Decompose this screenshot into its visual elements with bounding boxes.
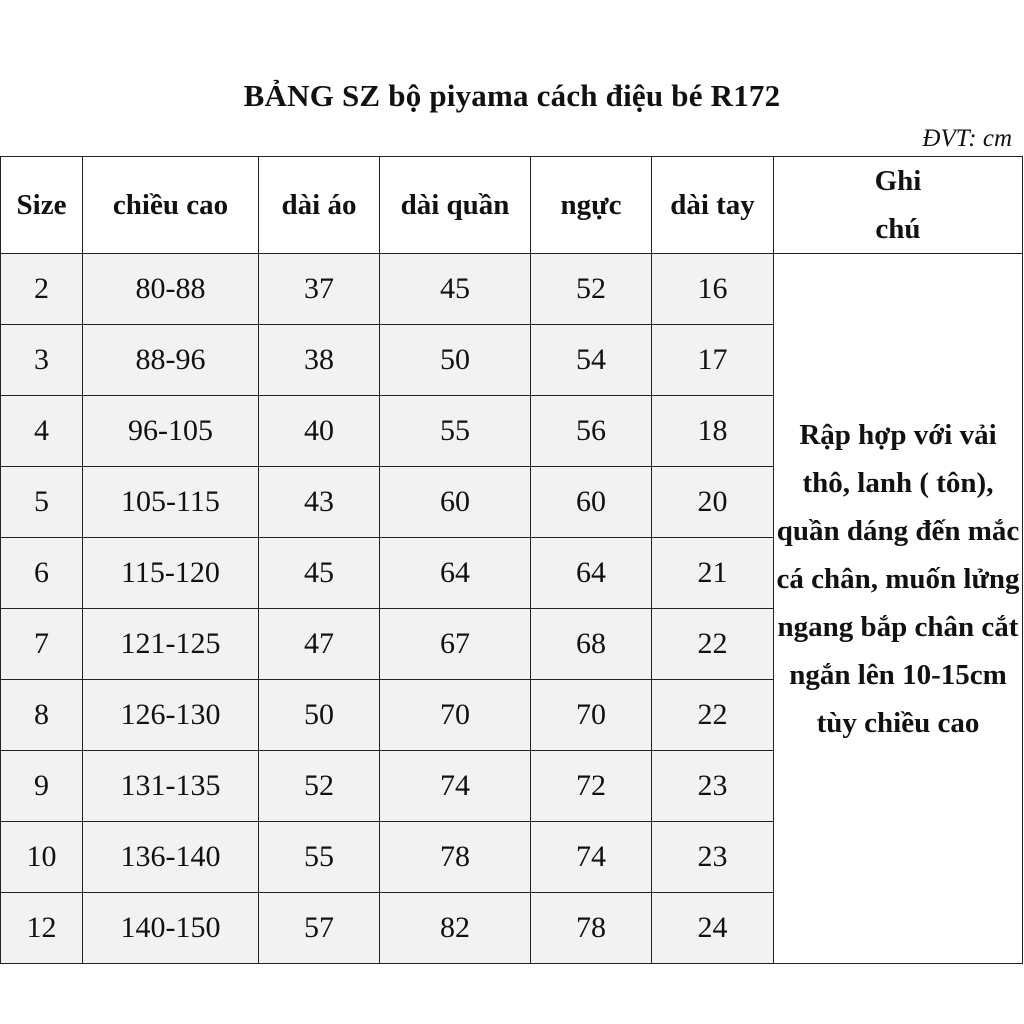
header-pants-length: dài quần [380, 157, 531, 254]
cell-shirt-length: 52 [259, 751, 380, 822]
cell-chest: 54 [531, 325, 652, 396]
cell-height: 131-135 [83, 751, 259, 822]
cell-pants-length: 64 [380, 538, 531, 609]
cell-pants-length: 60 [380, 467, 531, 538]
table-row [1, 254, 1023, 325]
cell-shirt-length: 37 [259, 254, 380, 325]
cell-shirt-length: 47 [259, 609, 380, 680]
cell-shirt-length: 45 [259, 538, 380, 609]
page-title: BẢNG SZ bộ piyama cách điệu bé R172 [243, 78, 781, 113]
cell-shirt-length: 57 [259, 893, 380, 964]
cell-chest: 64 [531, 538, 652, 609]
size-table [0, 156, 1023, 964]
cell-size: 5 [1, 467, 83, 538]
cell-shirt-length: 40 [259, 396, 380, 467]
header-sleeve-length: dài tay [652, 157, 774, 254]
cell-chest: 56 [531, 396, 652, 467]
cell-size: 3 [1, 325, 83, 396]
cell-height: 88-96 [83, 325, 259, 396]
cell-chest: 60 [531, 467, 652, 538]
cell-height: 80-88 [83, 254, 259, 325]
cell-chest: 52 [531, 254, 652, 325]
cell-chest: 68 [531, 609, 652, 680]
header-size: Size [1, 157, 83, 254]
cell-chest: 72 [531, 751, 652, 822]
cell-pants-length: 70 [380, 680, 531, 751]
cell-size: 12 [1, 893, 83, 964]
cell-sleeve-length: 23 [652, 822, 774, 893]
unit-label: ĐVT: cm [922, 125, 1012, 152]
cell-chest: 74 [531, 822, 652, 893]
cell-pants-length: 67 [380, 609, 531, 680]
cell-height: 96-105 [83, 396, 259, 467]
cell-sleeve-length: 17 [652, 325, 774, 396]
header-height: chiều cao [83, 157, 259, 254]
cell-pants-length: 45 [380, 254, 531, 325]
cell-size: 4 [1, 396, 83, 467]
cell-height: 126-130 [83, 680, 259, 751]
cell-sleeve-length: 24 [652, 893, 774, 964]
cell-sleeve-length: 16 [652, 254, 774, 325]
note-cell [774, 254, 1023, 964]
note-text: Rập hợp với vải thô, lanh ( tôn), quần dáng đến mắc cá chân, muốn lửng ngang bắp chân cắt ngắn lên 10-15cm tùy chiều cao [776, 418, 1020, 739]
cell-sleeve-length: 23 [652, 751, 774, 822]
cell-pants-length: 74 [380, 751, 531, 822]
header-note [774, 157, 1023, 254]
cell-size: 10 [1, 822, 83, 893]
cell-sleeve-length: 22 [652, 609, 774, 680]
cell-pants-length: 55 [380, 396, 531, 467]
cell-chest: 78 [531, 893, 652, 964]
cell-size: 9 [1, 751, 83, 822]
cell-size: 8 [1, 680, 83, 751]
cell-height: 115-120 [83, 538, 259, 609]
header-chest: ngực [531, 157, 652, 254]
cell-pants-length: 50 [380, 325, 531, 396]
cell-sleeve-length: 20 [652, 467, 774, 538]
header-row [1, 157, 1023, 254]
cell-height: 136-140 [83, 822, 259, 893]
cell-sleeve-length: 18 [652, 396, 774, 467]
cell-size: 7 [1, 609, 83, 680]
cell-pants-length: 82 [380, 893, 531, 964]
table-body [1, 254, 1023, 964]
header-note-line1: Ghi [874, 165, 922, 197]
cell-sleeve-length: 21 [652, 538, 774, 609]
cell-size: 2 [1, 254, 83, 325]
header-shirt-length: dài áo [259, 157, 380, 254]
cell-shirt-length: 43 [259, 467, 380, 538]
cell-shirt-length: 38 [259, 325, 380, 396]
cell-shirt-length: 55 [259, 822, 380, 893]
cell-sleeve-length: 22 [652, 680, 774, 751]
cell-pants-length: 78 [380, 822, 531, 893]
cell-chest: 70 [531, 680, 652, 751]
cell-shirt-length: 50 [259, 680, 380, 751]
cell-height: 121-125 [83, 609, 259, 680]
cell-height: 140-150 [83, 893, 259, 964]
header-note-line2: chú [875, 213, 921, 245]
cell-size: 6 [1, 538, 83, 609]
cell-height: 105-115 [83, 467, 259, 538]
